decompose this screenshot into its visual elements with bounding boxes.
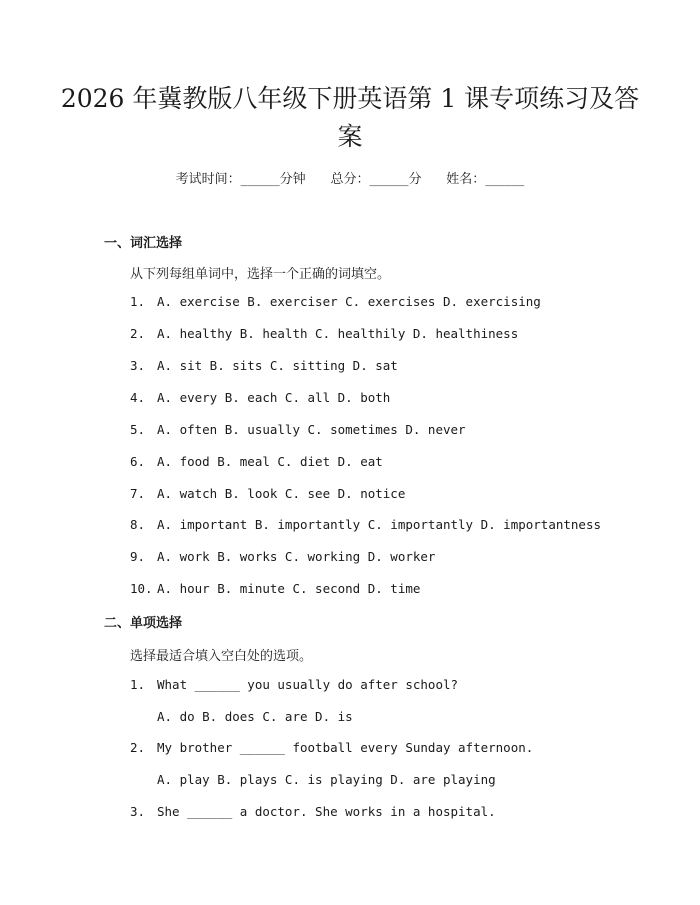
question-options: A. important B. importantly C. importantly D. importantness [157,517,602,532]
question-item [130,294,541,309]
question-item [130,390,390,405]
question-item [130,677,458,692]
question-options: A. often B. usually C. sometimes D. never [157,422,466,437]
question-number: 3. [130,804,146,819]
question-number: 4. [130,390,146,405]
question-item [130,804,496,819]
question-number: 10. [130,581,153,596]
question-text: What ______ you usually do after school? [157,677,459,692]
question-number: 9. [130,549,146,564]
section-instruction-single-choice: 选择最适合填入空白处的选项。 [130,649,313,664]
question-options: A. do B. does C. are D. is [157,709,353,724]
question-options: A. watch B. look C. see D. notice [157,486,406,501]
question-options: A. every B. each C. all D. both [157,390,391,405]
question-number: 8. [130,517,146,532]
question-number: 1. [130,677,146,692]
question-item [130,326,518,341]
question-options: A. healthy B. health C. healthily D. healthiness [157,326,519,341]
section-instruction-vocabulary: 从下列每组单词中，选择一个正确的词填空。 [130,267,391,282]
question-number: 6. [130,454,146,469]
question-options: A. play B. plays C. is playing D. are playing [157,772,496,787]
question-item [130,549,435,564]
question-item [130,454,383,469]
total-score-field: 总分：______分 [330,172,422,187]
question-number: 2. [130,740,146,755]
exam-time-field: 考试时间：______分钟 [175,172,306,187]
question-text: She ______ a doctor. She works in a hospital. [157,804,496,819]
section-heading-single-choice: 二、单项选择 [104,616,183,631]
question-number: 1. [130,294,146,309]
question-options: A. work B. works C. working D. worker [157,549,436,564]
question-options: A. exercise B. exerciser C. exercises D. exercising [157,294,541,309]
question-item [130,486,405,501]
question-item [130,740,533,755]
exam-info [0,168,700,187]
question-item [130,517,601,532]
question-options: A. hour B. minute C. second D. time [157,581,421,596]
name-field: 姓名：______ [446,172,525,187]
question-number: 3. [130,358,146,373]
question-number: 2. [130,326,146,341]
question-item [130,422,466,437]
question-item [130,358,398,373]
question-options: A. food B. meal C. diet D. eat [157,454,383,469]
question-item [130,581,420,596]
question-text: My brother ______ football every Sunday afternoon. [157,740,534,755]
section-heading-vocabulary: 一、词汇选择 [104,236,183,251]
question-options: A. sit B. sits C. sitting D. sat [157,358,398,373]
document-title: 2026 年冀教版八年级下册英语第 1 课专项练习及答案 [60,84,640,151]
question-number: 5. [130,422,146,437]
question-number: 7. [130,486,146,501]
